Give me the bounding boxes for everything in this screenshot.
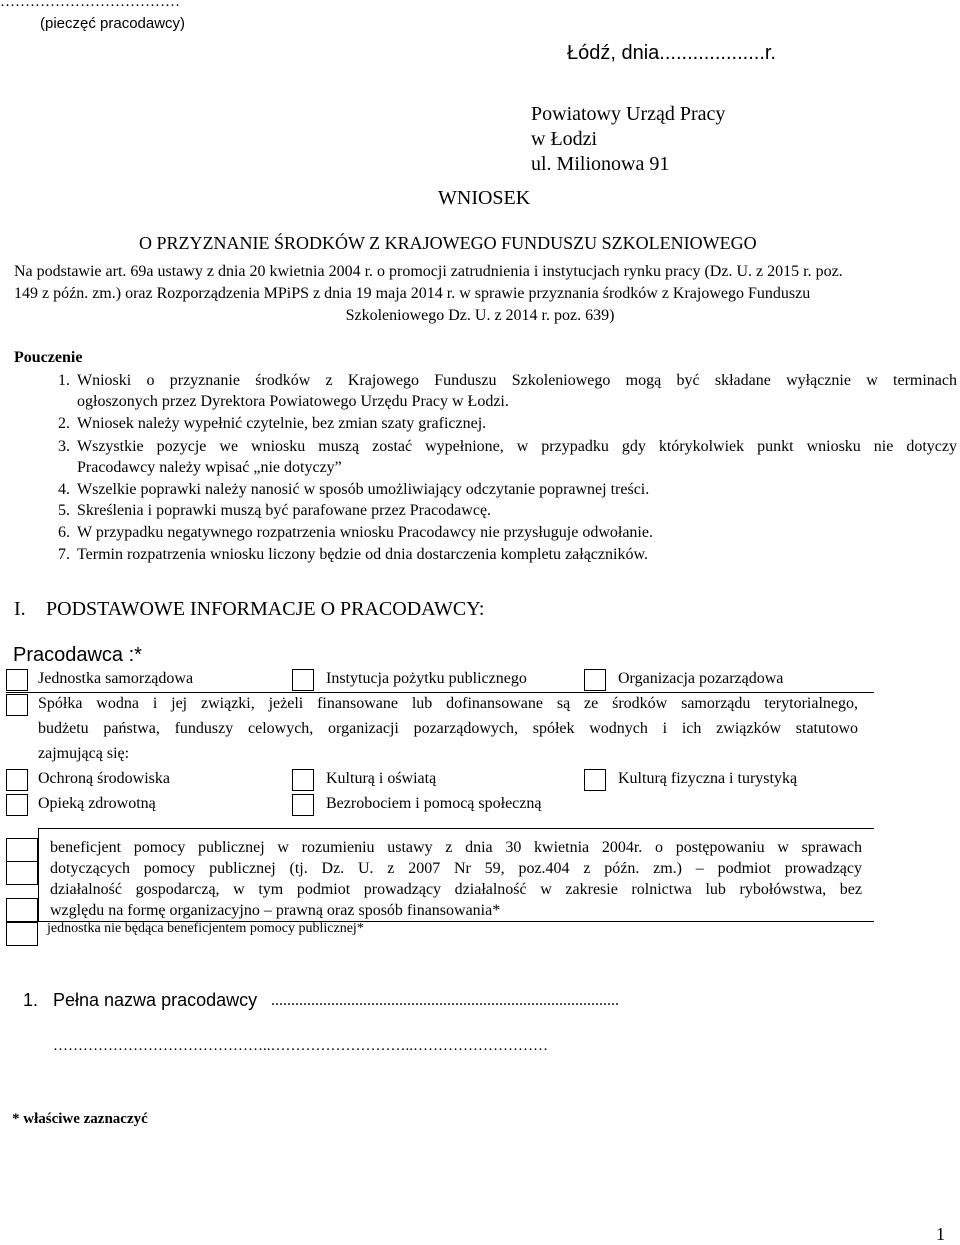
row-divider	[6, 692, 874, 693]
page-number: 1	[936, 1224, 945, 1244]
list-item-line: Wszelkie poprawki należy nanosić w sposób umożliwiający odczytanie poprawnej treści.	[77, 481, 650, 498]
checkbox-instytucja-pozytku[interactable]	[292, 669, 314, 691]
list-item-line: Wszystkie pozycje we wniosku muszą zostać wypełnione, w przypadku gdy którykolwiek punkt wniosku nie dotyczy	[77, 438, 957, 455]
checkbox-opieka-zdrowotna[interactable]	[6, 794, 28, 816]
list-item-line: Wniosek należy wypełnić czytelnie, bez zmian szaty graficznej.	[77, 415, 487, 432]
list-item-line: Termin rozpatrzenia wniosku liczony będzie od dnia dostarczenia kompletu załączników.	[77, 546, 648, 563]
pouczenie-heading: Pouczenie	[14, 349, 83, 366]
list-item-number: 3.	[58, 438, 70, 455]
option-label: Kulturą fizyczna i turystyką	[618, 770, 798, 787]
document-title: WNIOSEK	[438, 187, 531, 209]
checkbox-organizacja-pozarzadowa[interactable]	[584, 669, 606, 691]
checkbox-bezrobocie[interactable]	[292, 794, 314, 816]
checkbox-kultura-fizyczna[interactable]	[584, 769, 606, 791]
beneficjent-line: działalność gospodarczą, w tym podmiot prowadzący działalność w zakresie rolnictwa lub rybołówstwa, bez	[50, 881, 862, 898]
field-input-dots-line2[interactable]: ……………………………………..………………………..………………………	[53, 1038, 548, 1054]
addressee-line: Powiatowy Urząd Pracy	[531, 103, 726, 125]
list-item-number: 5.	[58, 502, 70, 519]
list-item-number: 4.	[58, 481, 70, 498]
list-item-number: 6.	[58, 524, 70, 541]
list-item-line: Wnioski o przyznanie środków z Krajowego Funduszu Szkoleniowego mogą być składane wyłącznie w terminach	[77, 372, 957, 389]
field-number: 1.	[23, 990, 39, 1010]
spolka-line: budżetu państwa, funduszy celowych, organizacji pozarządowych, spółek wodnych i ich związków statutowo	[38, 720, 858, 737]
list-item-number: 2.	[58, 415, 70, 432]
beneficjent-line: dotyczących pomocy publicznej (tj. Dz. U. z 2007 Nr 59, poz.404 z późn. zm.) – podmiot prowadzący	[50, 860, 862, 877]
spolka-line: Spółka wodna i jej związki, jeżeli finansowane lub dofinansowane są ze środków samorządu terytorialnego,	[38, 695, 858, 712]
addressee-line: ul. Milionowa 91	[531, 153, 670, 175]
checkbox-beneficjent-cont[interactable]	[6, 861, 38, 885]
checkbox-non-beneficjent-cont[interactable]	[6, 922, 38, 946]
beneficjent-line: beneficjent pomocy publicznej w rozumieniu ustawy z dnia 30 kwietnia 2004r. o postępowaniu w sprawach	[50, 839, 862, 856]
footnote: * właściwe zaznaczyć	[12, 1111, 148, 1127]
document-subtitle: O PRZYZNANIE ŚRODKÓW Z KRAJOWEGO FUNDUSZU SZKOLENIOWEGO	[139, 233, 757, 253]
list-item-line: ogłoszonych przez Dyrektora Powiatowego Urzędu Pracy w Łodzi.	[77, 393, 509, 410]
list-item-number: 7.	[58, 546, 70, 563]
field-label: Pełna nazwa pracodawcy	[53, 990, 258, 1010]
option-label: Organizacja pozarządowa	[618, 670, 784, 687]
list-item-line: Skreślenia i poprawki muszą być parafowane przez Pracodawcę.	[77, 502, 492, 519]
list-item-line: W przypadku negatywnego rozpatrzenia wniosku Pracodawcy nie przysługuje odwołanie.	[77, 524, 653, 541]
list-item-number: 1.	[58, 372, 70, 389]
checkbox-ochrona-srodowiska[interactable]	[6, 769, 28, 791]
option-label: Instytucja pożytku publicznego	[326, 670, 527, 687]
spolka-line: zajmującą się:	[38, 745, 130, 762]
option-label: Bezrobociem i pomocą społeczną	[326, 795, 542, 812]
checkbox-spolka-wodna[interactable]	[6, 694, 28, 716]
beneficjent-line: względu na formę organizacyjno – prawną oraz sposób finansowania*	[50, 902, 501, 919]
legal-basis-line: Szkoleniowego Dz. U. z 2014 r. poz. 639)	[345, 307, 615, 324]
box-left-border	[38, 828, 39, 922]
checkbox-kultura-oswiata[interactable]	[292, 769, 314, 791]
list-item-line: Pracodawcy należy wpisać „nie dotyczy”	[77, 459, 342, 476]
option-label: Opieką zdrowotną	[38, 795, 156, 812]
legal-basis-line: 149 z późn. zm.) oraz Rozporządzenia MPiPS z dnia 19 maja 2014 r. w sprawie przyznania środków z Krajowego Funduszu	[14, 285, 811, 302]
section-number: I.	[14, 598, 26, 620]
checkbox-beneficjent[interactable]	[6, 838, 38, 862]
legal-basis-line: Na podstawie art. 69a ustawy z dnia 20 kwietnia 2004 r. o promocji zatrudnienia i instytucjach rynku pracy (Dz. U. z 2015 r. poz.	[14, 263, 843, 280]
stamp-label: (pieczęć pracodawcy)	[40, 15, 186, 32]
checkbox-non-beneficjent[interactable]	[6, 898, 38, 922]
field-input-dots[interactable]: .......................................................................................	[271, 992, 619, 1009]
option-label: Ochroną środowiska	[38, 770, 170, 787]
option-label: Kulturą i oświatą	[326, 770, 437, 787]
stamp-dots: ………………………………	[0, 0, 180, 10]
place-date: Łódź, dnia...................r.	[567, 42, 776, 64]
addressee-line: w Łodzi	[531, 128, 598, 150]
checkbox-jednostka-samorzadowa[interactable]	[6, 669, 28, 691]
non-beneficjent-label: jednostka nie będąca beneficjentem pomocy publicznej*	[47, 921, 364, 936]
option-label: Jednostka samorządowa	[38, 670, 194, 687]
pracodawca-label: Pracodawca :*	[13, 644, 142, 666]
box-top-border	[38, 828, 874, 829]
section-heading: PODSTAWOWE INFORMACJE O PRACODAWCY:	[46, 598, 485, 620]
